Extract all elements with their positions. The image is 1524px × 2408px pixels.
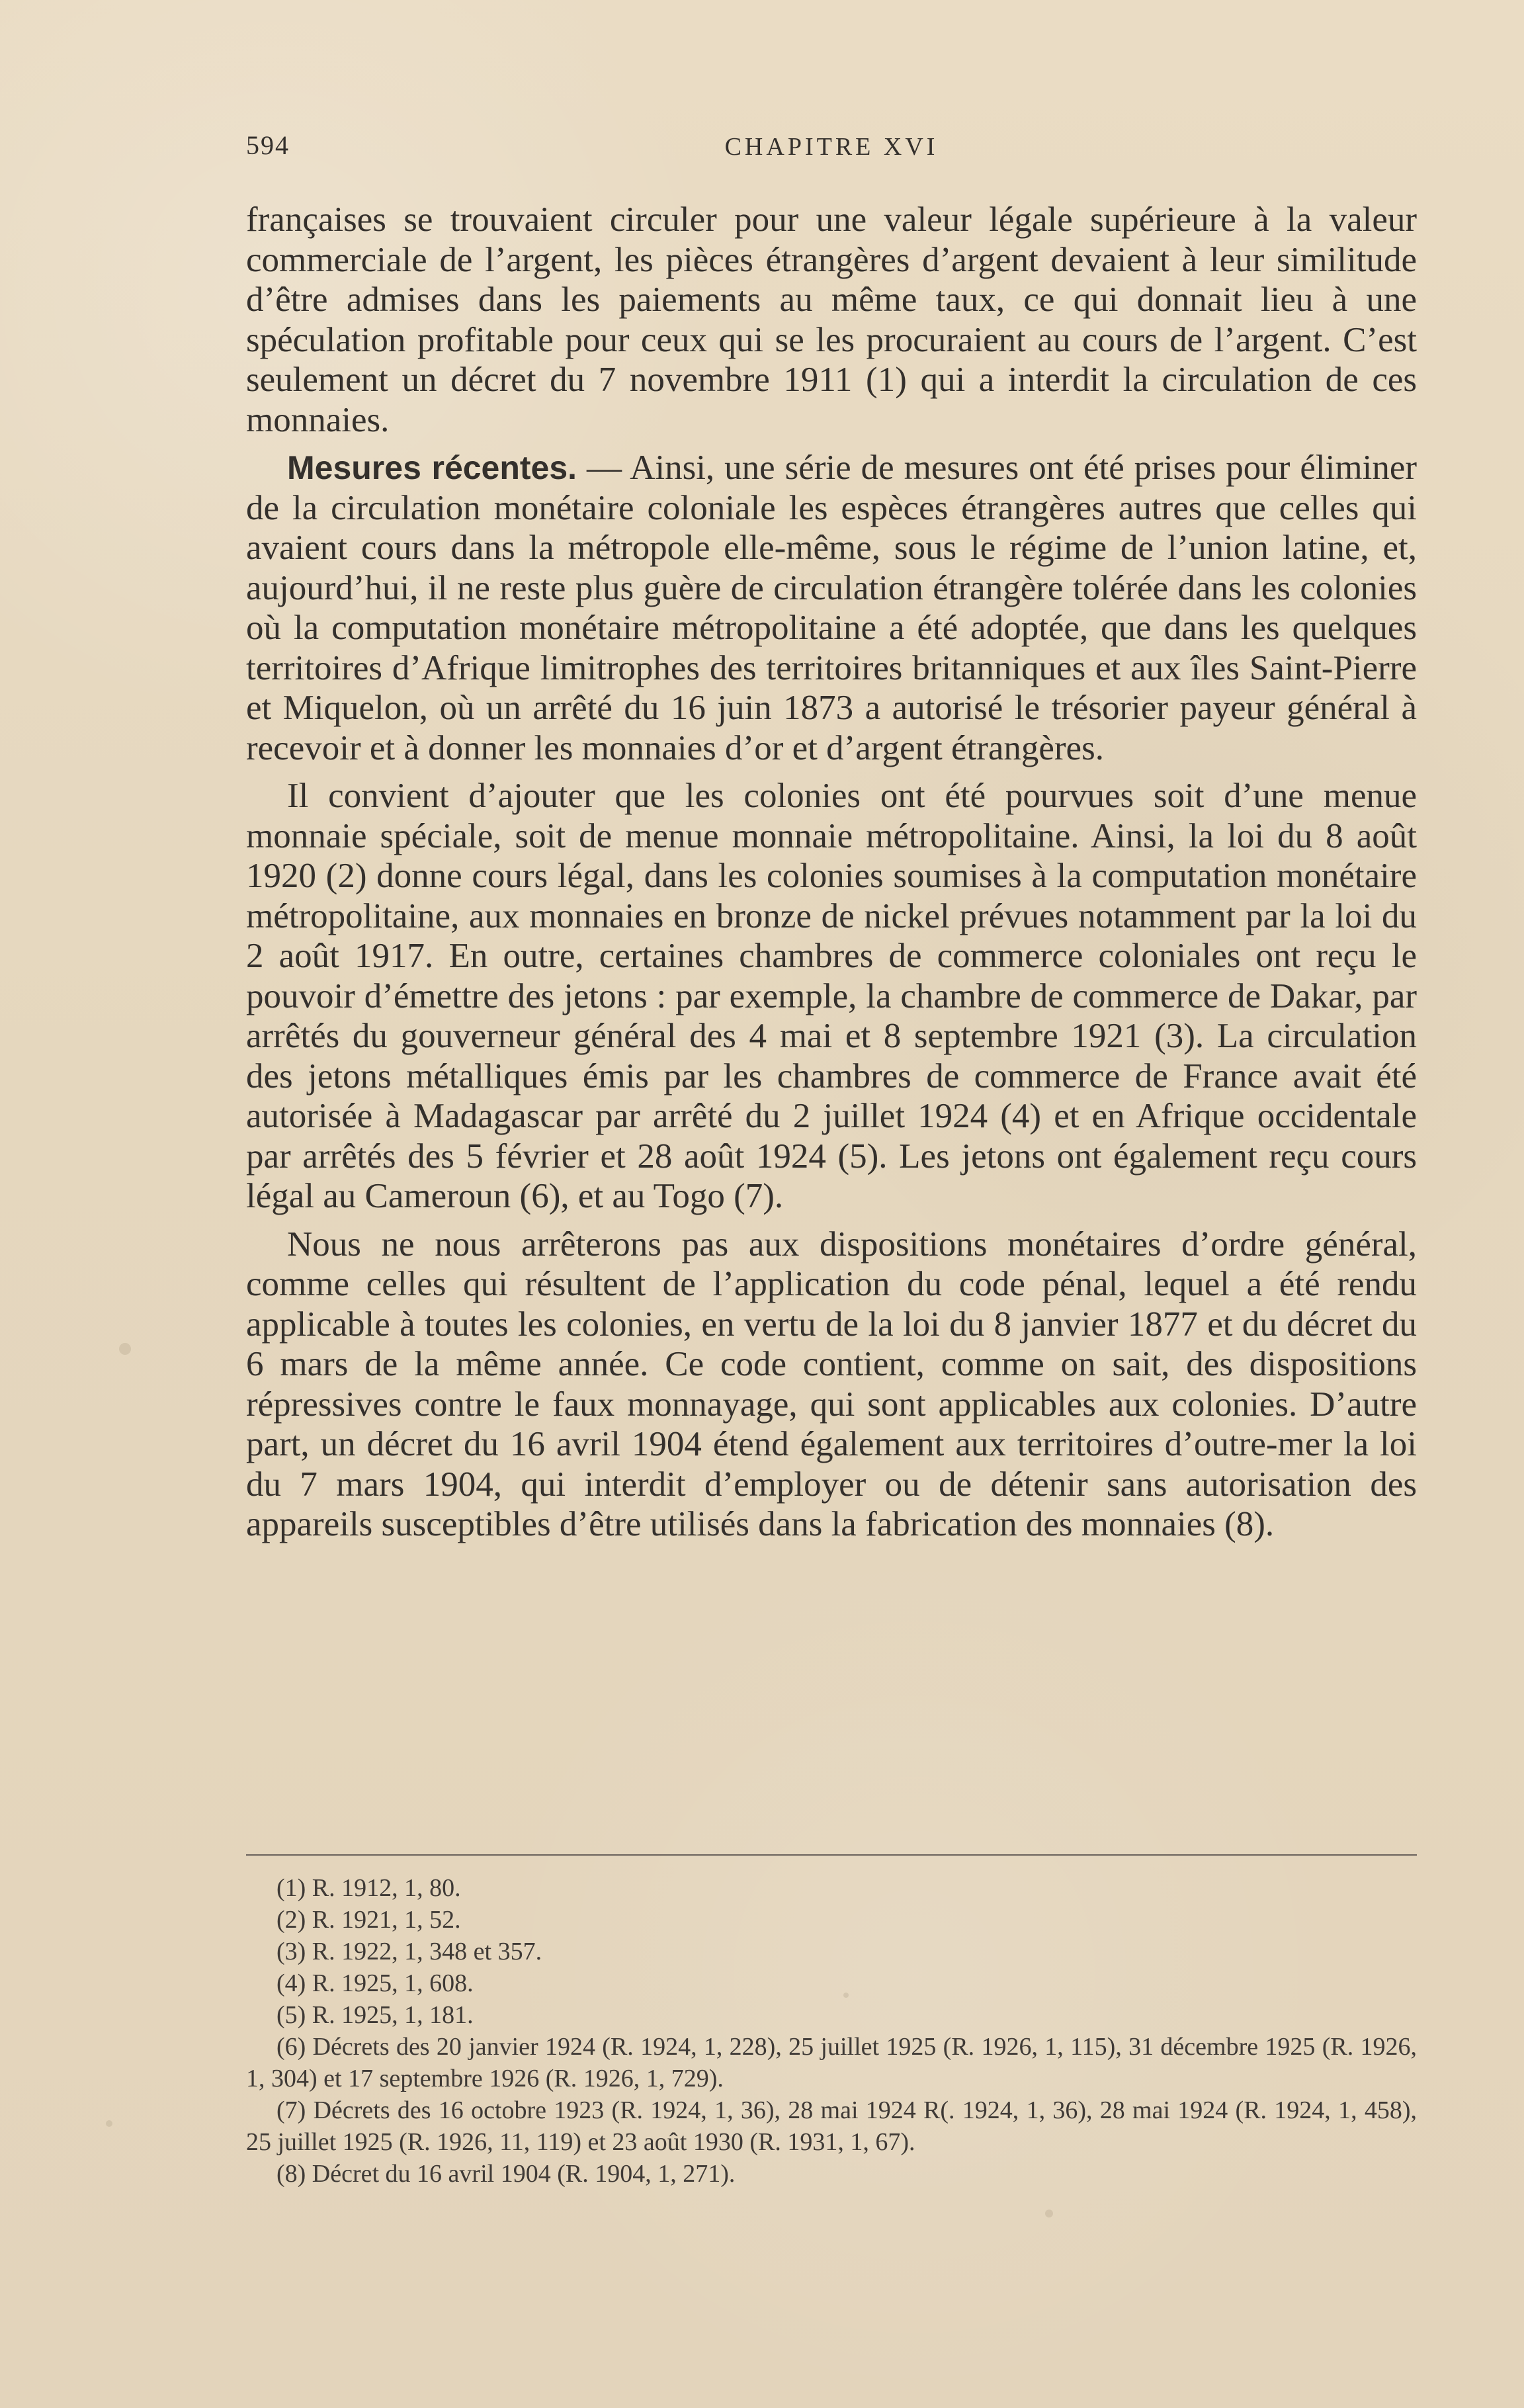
footnote-6: (6) Décrets des 20 janvier 1924 (R. 1924, 1, 228), 25 juillet 1925 (R. 1926, 1, 115), 31 décembre 1925 (R. 1926, 1, 304) et 17 septembre 1926 (R. 1926, 1, 729). <box>246 2033 1417 2092</box>
paragraph-4: Nous ne nous arrêterons pas aux dispositions monétaires d’ordre général, comme celles qui résultent de l’application du code pénal, lequel a été rendu applicable à toutes les colonies, en vertu de la loi du 8 janvier 1877 et du décret du 6 mars de la même année. Ce code contient, comme on sait, des dispositions répressives contre le faux monnayage, qui sont applicables aux colonies. D’autre part, un décret du 16 avril 1904 étend également aux territoires d’outre-mer la loi du 7 mars 1904, qui interdit d’employer ou de détenir sans autorisation des appareils susceptibles d’être utilisés dans la fabrication des monnaies (8). <box>246 1225 1417 1543</box>
footnotes <box>246 1872 1417 2190</box>
footnote-8: (8) Décret du 16 avril 1904 (R. 1904, 1, 271). <box>276 2160 736 2188</box>
footnote-7: (7) Décrets des 16 octobre 1923 (R. 1924, 1, 36), 28 mai 1924 R(. 1924, 1, 36), 28 mai 1924 (R. 1924, 1, 458), 25 juillet 1925 (R. 1926, 11, 119) et 23 août 1930 (R. 1931, 1, 67). <box>246 2096 1417 2156</box>
footnote-1: (1) R. 1912, 1, 80. <box>276 1874 461 1902</box>
footnote-divider <box>246 1854 1417 1856</box>
footnote-3: (3) R. 1922, 1, 348 et 357. <box>276 1938 542 1965</box>
page-number: 594 <box>246 130 290 160</box>
section-heading: Mesures récentes. <box>287 449 577 486</box>
page-header <box>246 130 1417 169</box>
chapter-title: CHAPITRE XVI <box>724 133 939 161</box>
footnote-5: (5) R. 1925, 1, 181. <box>276 2001 474 2029</box>
paragraph-2-body: — Ainsi, une série de mesures ont été prises pour éliminer de la circulation monétaire coloniale les espèces étrangères autres que celles qui avaient cours dans la métropole elle-même, sous le régime de l’union latine, et, aujourd’hui, il ne reste plus guère de circulation étrangère tolérée dans les colonies où la computation monétaire métropolitaine a été adoptée, que dans les quelques territoires d’Afrique limitrophes des territoires britanniques et aux îles Saint-Pierre et Miquelon, où un arrêté du 16 juin 1873 a autorisé le trésorier payeur général à recevoir et à donner les monnaies d’or et d’argent étrangères. <box>246 449 1418 767</box>
paper-speck <box>106 2120 112 2127</box>
paragraph-1: françaises se trouvaient circuler pour une valeur légale supérieure à la valeur commerciale de l’argent, les pièces étrangères d’argent devaient à leur similitude d’être admises dans les paiements au même taux, ce qui donnait lieu à une spéculation profitable pour ceux qui se les procuraient au cours de l’argent. C’est seulement un décret du 7 novembre 1911 (1) qui a interdit la circulation de ces monnaies. <box>246 200 1417 439</box>
paragraph-3: Il convient d’ajouter que les colonies ont été pourvues soit d’une menue monnaie spéciale, soit de menue monnaie métropolitaine. Ainsi, la loi du 8 août 1920 (2) donne cours légal, dans les colonies soumises à la computation monétaire métropolitaine, aux monnaies en bronze de nickel prévues notamment par la loi du 2 août 1917. En outre, certaines chambres de commerce coloniales ont reçu le pouvoir d’émettre des jetons : par exemple, la chambre de commerce de Dakar, par arrêtés du gouverneur général des 4 mai et 8 septembre 1921 (3). La circulation des jetons métalliques émis par les chambres de commerce de France avait été autorisée à Madagascar par arrêté du 2 juillet 1924 (4) et en Afrique occidentale par arrêtés des 5 février et 28 août 1924 (5). Les jetons ont également reçu cours légal au Cameroun (6), et au Togo (7). <box>246 777 1417 1215</box>
paper-speck <box>1045 2210 1053 2217</box>
paragraph-2 <box>246 448 1417 768</box>
footnote-4: (4) R. 1925, 1, 608. <box>276 1969 474 1997</box>
footnote-2: (2) R. 1921, 1, 52. <box>276 1906 461 1934</box>
paper-speck <box>119 1343 131 1355</box>
main-text <box>246 200 1417 1545</box>
